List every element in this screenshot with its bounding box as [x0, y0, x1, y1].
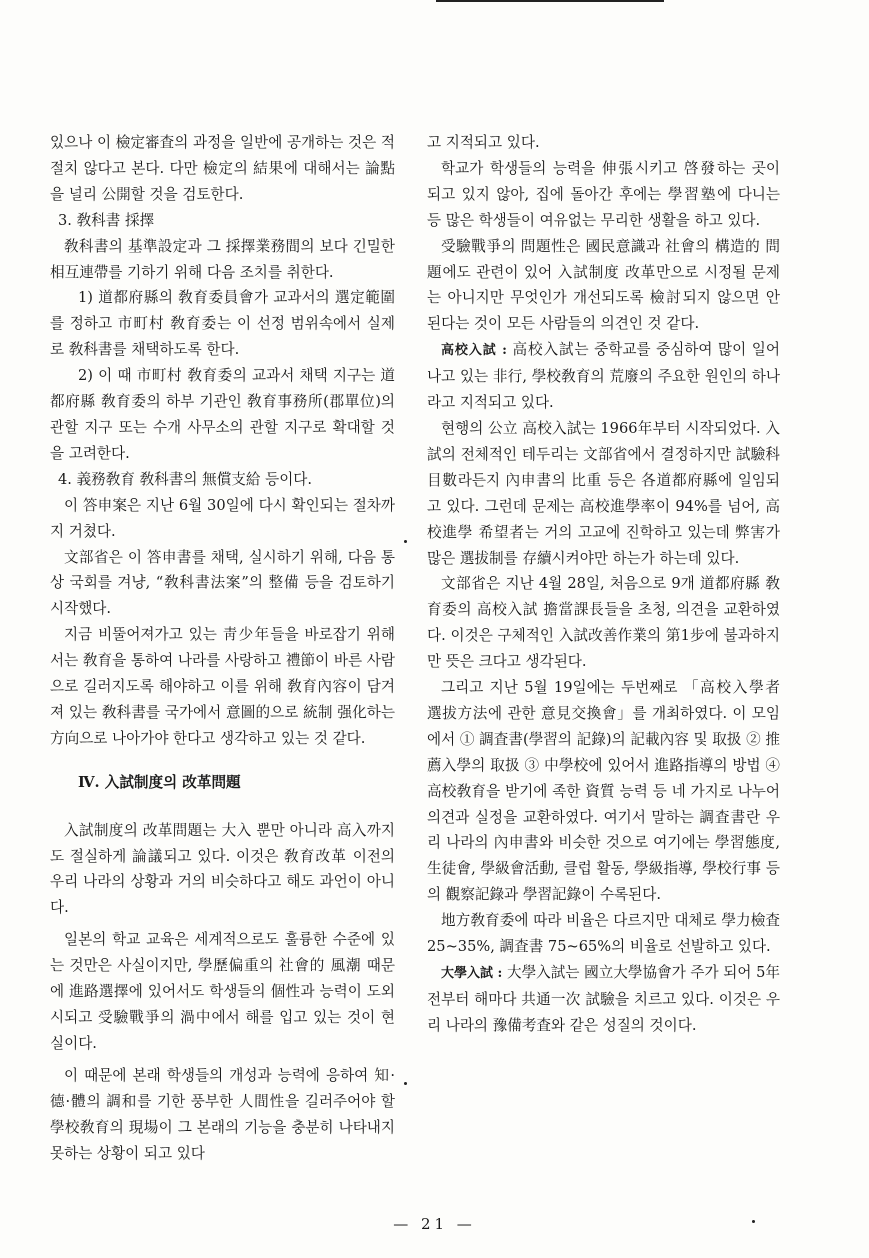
- scan-speck: [404, 1082, 407, 1085]
- paragraph-text: 高校入試는 중학교를 중심하여 많이 일어나고 있는 非行, 學校敎育의 荒廢의 주요한 원인의 하나라고 지적되고 있다.: [427, 341, 780, 412]
- paragraph: 지금 비뚤어져가고 있는 靑少年들을 바로잡기 위해서는 敎育을 통하여 나라를 사랑하고 禮節이 바른 사람으로 길러지도록 해야하고 이를 위해 敎育內容이 담겨져 있는 敎科書를 국가에서 意圖的으로 統制 强化하는 方向으로 나아가야 한다고 생각하고 있는 것 같다.: [50, 626, 395, 747]
- top-rule: [436, 0, 664, 2]
- run-in-heading: 大學入試 :: [441, 966, 503, 981]
- paragraph: [427, 337, 780, 416]
- section-heading: 3. 敎科書 採擇: [58, 211, 155, 229]
- paragraph: 이 때문에 본래 학생들의 개성과 능력에 응하여 知·德·體의 調和를 기한 풍부한 人間性을 길러주어야 할 學校敎育의 現場이 그 본래의 기능을 충분히 나타내지 못하는 상황이 되고 있다: [50, 1066, 395, 1162]
- paragraph: 학교가 학생들의 능력을 伸張시키고 啓發하는 곳이 되고 있지 않아, 집에 돌아간 후에는 學習塾에 다니는 등 많은 학생들이 여유없는 무리한 생활을 하고 있다.: [427, 159, 780, 229]
- section-heading: 4. 義務敎育 敎科書의 無償支給 등이다.: [58, 470, 313, 488]
- paragraph: 현행의 公立 高校入試는 1966年부터 시작되었다. 入試의 전체적인 테두리는 文部省에서 결정하지만 試驗科目數라든지 內申書의 比重 등은 各道都府縣에 일임되고 있다. 그런데 문제는 高校進學率이 94%를 넘어, 高校進學 希望者는 거의 고교에 진학하고 있는데 弊害가 많은 選拔制를 存續시켜야만 하는가 하는데 있다.: [427, 419, 780, 567]
- paragraph: 入試制度의 改革問題는 大入 뿐만 아니라 高入까지도 절실하게 論議되고 있다. 이것은 敎育改革 이전의 우리 나라의 상황과 거의 비슷하다고 해도 과언이 아니다.: [50, 821, 395, 917]
- paragraph: 文部省은 지난 4월 28일, 처음으로 9개 道都府縣 敎育委의 高校入試 擔當課長들을 초청, 의견을 교환하였다. 이것은 구체적인 入試改善作業의 第1步에 불과하지만 뜻은 크다고 생각된다.: [427, 575, 780, 671]
- paragraph: 그리고 지난 5월 19일에는 두번째로 「高校入學者 選拔方法에 관한 意見交換會」를 개최하였다. 이 모임에서 ① 調査書(學習의 記錄)의 記載內容 및 取扱 ② 推薦入學의 取扱 ③ 中學校에 있어서 進路指導의 방법 ④ 高校敎育을 받기에 족한 資質 능력 등 네 가지로 나누어 의견과 실정을 교환하였다. 여기서 말하는 調査書란 우리 나라의 內申書와 비슷한 것으로 여기에는 學習態度, 生徒會, 學級會活動, 클럽 활동, 學級指導, 學校行事 등의 觀察記錄과 學習記錄이 수록된다.: [427, 679, 780, 904]
- scan-speck: [404, 540, 407, 543]
- paragraph: 이 答申案은 지난 6월 30일에 다시 확인되는 절차까지 거쳤다.: [50, 496, 395, 540]
- list-item: 1) 道都府縣의 敎育委員會가 교과서의 選定範圍를 정하고 市町村 敎育委는 이 선정 범위속에서 실제로 敎科書를 채택하도록 한다.: [50, 289, 395, 359]
- paragraph: 일본의 학교 교육은 세계적으로도 훌륭한 수준에 있는 것만은 사실이지만, 學歷偏重의 社會的 風潮 때문에 進路選擇에 있어서도 학생들의 個性과 능력이 도외시되고 受驗戰爭의 渦中에서 해를 입고 있는 것이 현실이다.: [50, 931, 395, 1052]
- run-in-heading: 高校入試 :: [441, 343, 507, 359]
- list-item: 2) 이 때 市町村 敎育委의 교과서 채택 지구는 道都府縣 敎育委의 하부 기관인 敎育事務所(郡單位)의 관할 지구 또는 수개 사무소의 관할 지구로 확대할 것을 고려한다.: [50, 367, 395, 462]
- page-number: — 21 —: [393, 1215, 476, 1233]
- paragraph: 受驗戰爭의 問題性은 國民意識과 社會의 構造的 問題에도 관련이 있어 入試制度 改革만으로 시정될 문제는 아니지만 무엇인가 개선되도록 檢討되지 않으면 안된다는 것이 모든 사람들의 의견인 것 같다.: [427, 237, 780, 333]
- paragraph: 地方敎育委에 따라 비율은 다르지만 대체로 學力檢査 25~35%, 調査書 75~65%의 비율로 선발하고 있다.: [427, 912, 780, 956]
- chapter-heading: Ⅳ. 入試制度의 改革問題: [78, 773, 241, 791]
- paragraph: 敎科書의 基準設定과 그 採擇業務間의 보다 긴밀한 相互連帶를 기하기 위해 다음 조치를 취한다.: [50, 237, 395, 281]
- left-column: [50, 130, 395, 1166]
- right-column: [427, 130, 780, 1039]
- paragraph: 있으나 이 檢定審査의 과정을 일반에 공개하는 것은 적절치 않다고 본다. 다만 檢定의 結果에 대해서는 論點을 널리 公開할 것을 검토한다.: [50, 134, 395, 203]
- paragraph: 文部省은 이 答申書를 채택, 실시하기 위해, 다음 통상 국회를 겨냥, “敎科書法案”의 整備 등을 검토하기 시작했다.: [50, 548, 395, 618]
- paragraph-text: 大學入試는 國立大學協會가 주가 되어 5年 전부터 해마다 共通一次 試驗을 치르고 있다. 이것은 우리 나라의 豫備考査와 같은 성질의 것이다.: [427, 964, 780, 1034]
- paragraph: 고 지적되고 있다.: [427, 134, 540, 151]
- scan-speck: [752, 1220, 755, 1223]
- paragraph: [427, 960, 780, 1039]
